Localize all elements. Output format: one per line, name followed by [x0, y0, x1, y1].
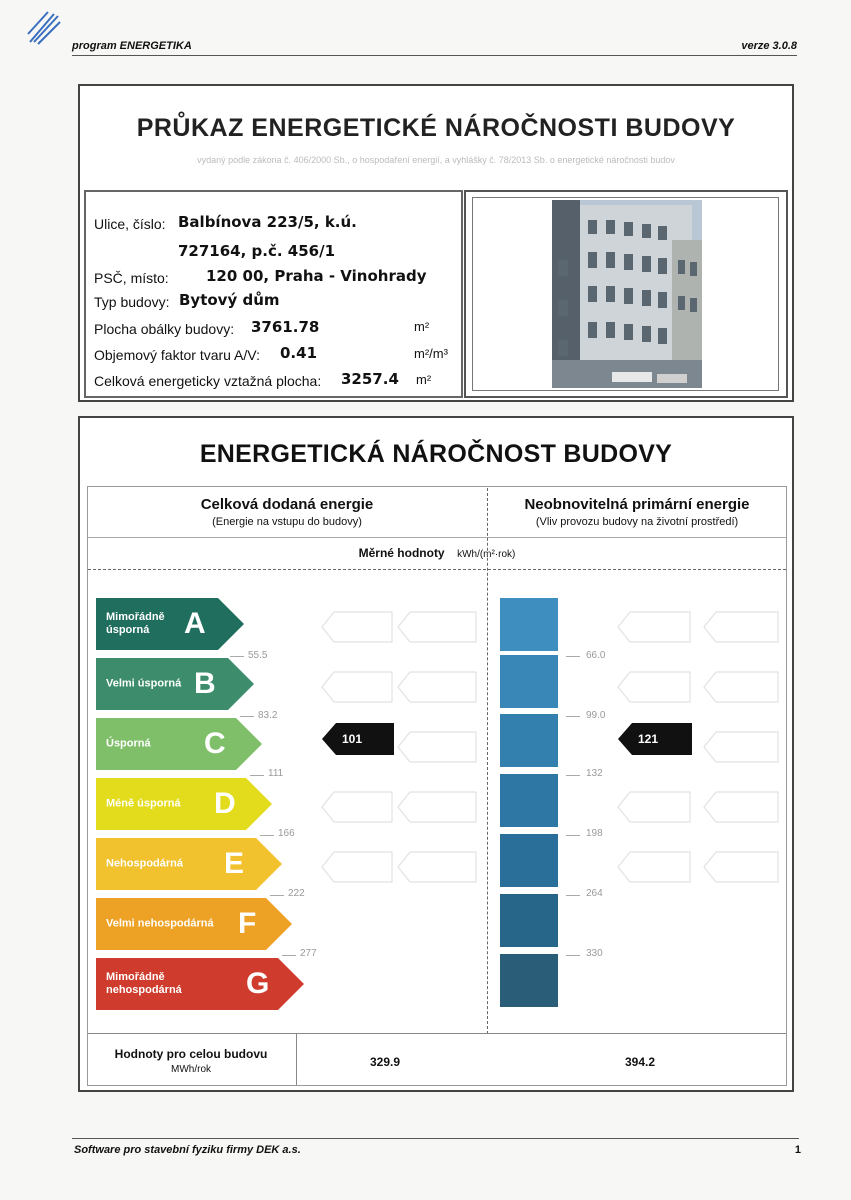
class-a-label: Mimořádně úsporná — [106, 611, 165, 636]
threshold-arrow — [240, 716, 254, 717]
delivered-value: 101 — [342, 732, 363, 746]
primary-scale-block-g — [500, 954, 558, 1007]
reference-area-value: 3257.4 — [341, 370, 399, 388]
heading-divider — [88, 537, 786, 538]
primary-threshold-de: 198 — [586, 828, 603, 839]
primary-threshold-cd: 132 — [586, 768, 603, 779]
street-value-line2: 727164, p.č. 456/1 — [178, 242, 336, 260]
envelope-area-value: 3761.78 — [251, 318, 320, 336]
zip-value: 120 00, Praha - Vinohrady — [206, 267, 427, 285]
class-band-f — [96, 898, 292, 950]
class-d-label: Méně úsporná — [106, 797, 181, 810]
primary-scale-block-a — [500, 598, 558, 651]
certificate-subtitle: vydaný podle zákona č. 406/2000 Sb., o hospodaření energií, a vyhlášky č. 78/2013 Sb. o energetické náročnosti budov — [197, 155, 675, 165]
class-band-g — [96, 958, 304, 1010]
specific-values-label-row — [88, 544, 786, 562]
total-delivered-value: 329.9 — [369, 1055, 401, 1069]
class-c-letter: C — [204, 727, 226, 760]
class-f-label: Velmi nehospodárná — [106, 917, 214, 930]
class-band-a — [96, 598, 244, 650]
delivered-value-marker — [322, 723, 394, 755]
column-divider — [487, 488, 488, 1034]
street-value-line1: Balbínova 223/5, k.ú. — [178, 213, 357, 231]
program-logo-icon — [24, 8, 64, 48]
threshold-arrow — [566, 656, 580, 657]
delivered-empty-markers — [320, 600, 480, 1020]
threshold-arrow — [566, 775, 580, 776]
class-band-b — [96, 658, 254, 710]
totals-divider — [296, 1033, 297, 1085]
threshold-arrow — [250, 775, 264, 776]
primary-energy-heading: Neobnovitelná primární energie — [524, 496, 750, 513]
class-g-label: Mimořádně nehospodárná — [106, 971, 182, 996]
class-g-letter: G — [246, 967, 270, 1000]
envelope-area-unit: m² — [414, 319, 430, 334]
building-photo — [552, 200, 702, 388]
scale-top-divider — [88, 569, 786, 570]
program-name: program ENERGETIKA — [72, 40, 192, 52]
envelope-area-label: Plocha obálky budovy: — [94, 321, 235, 337]
shape-factor-unit: m²/m³ — [414, 346, 448, 361]
delivered-threshold-ef: 222 — [288, 888, 305, 899]
total-primary-value: 394.2 — [624, 1055, 656, 1069]
primary-threshold-bc: 99.0 — [586, 710, 606, 721]
threshold-arrow — [566, 716, 580, 717]
reference-area-label: Celková energeticky vztažná plocha: — [94, 373, 322, 389]
class-band-c — [96, 718, 262, 770]
primary-value: 121 — [638, 732, 659, 746]
specific-values-label: Měrné hodnoty — [358, 546, 445, 560]
threshold-arrow — [282, 955, 296, 956]
footer-software: Software pro stavební fyziku firmy DEK a.s. — [74, 1144, 301, 1156]
rating-title: ENERGETICKÁ NÁROČNOST BUDOVY — [199, 440, 673, 468]
class-band-e — [96, 838, 282, 890]
class-e-letter: E — [224, 847, 245, 880]
class-b-label: Velmi úsporná — [106, 677, 182, 690]
class-c-label: Úsporná — [106, 737, 151, 750]
totals-label: Hodnoty pro celou budovu — [114, 1047, 268, 1061]
reference-area-unit: m² — [416, 372, 432, 387]
class-b-letter: B — [194, 667, 216, 700]
building-type-value: Bytový dům — [179, 291, 280, 309]
page-number: 1 — [794, 1144, 801, 1156]
primary-value-marker — [618, 723, 692, 755]
delivered-energy-subheading: (Energie na vstupu do budovy) — [212, 516, 362, 528]
footer-divider — [72, 1138, 799, 1139]
threshold-arrow — [566, 955, 580, 956]
building-type-label: Typ budovy: — [94, 294, 170, 310]
class-a-letter: A — [184, 607, 206, 640]
zip-label: PSČ, místo: — [94, 270, 169, 286]
primary-scale-block-e — [500, 834, 558, 887]
delivered-threshold-cd: 111 — [268, 768, 284, 779]
class-f-letter: F — [238, 907, 257, 940]
totals-unit: MWh/rok — [171, 1064, 211, 1075]
primary-threshold-ef: 264 — [586, 888, 603, 899]
delivered-threshold-de: 166 — [278, 828, 295, 839]
class-band-d — [96, 778, 272, 830]
class-d-letter: D — [214, 787, 236, 820]
primary-energy-subheading: (Vliv provozu budovy na životní prostředí) — [535, 516, 739, 528]
threshold-arrow — [566, 835, 580, 836]
primary-threshold-fg: 330 — [586, 948, 603, 959]
threshold-arrow — [270, 895, 284, 896]
primary-scale-block-f — [500, 894, 558, 947]
certificate-title: PRŮKAZ ENERGETICKÉ NÁROČNOSTI BUDOVY — [136, 114, 736, 142]
class-e-label: Nehospodárná — [106, 857, 184, 870]
primary-scale-block-b — [500, 655, 558, 708]
threshold-arrow — [230, 656, 244, 657]
primary-threshold-ab: 66.0 — [586, 650, 606, 661]
street-label: Ulice, číslo: — [94, 216, 166, 232]
shape-factor-value: 0.41 — [280, 344, 318, 362]
delivered-threshold-fg: 277 — [300, 948, 317, 959]
specific-values-unit: kWh/(m²·rok) — [457, 549, 516, 560]
delivered-energy-heading: Celková dodaná energie — [200, 496, 374, 513]
threshold-arrow — [566, 895, 580, 896]
threshold-arrow — [260, 835, 274, 836]
shape-factor-label: Objemový faktor tvaru A/V: — [94, 347, 260, 363]
header-divider — [72, 55, 797, 56]
delivered-threshold-bc: 83.2 — [258, 710, 278, 721]
primary-scale-block-c — [500, 714, 558, 767]
delivered-threshold-ab: 55.5 — [248, 650, 268, 661]
version-label: verze 3.0.8 — [741, 40, 797, 52]
primary-scale-block-d — [500, 774, 558, 827]
